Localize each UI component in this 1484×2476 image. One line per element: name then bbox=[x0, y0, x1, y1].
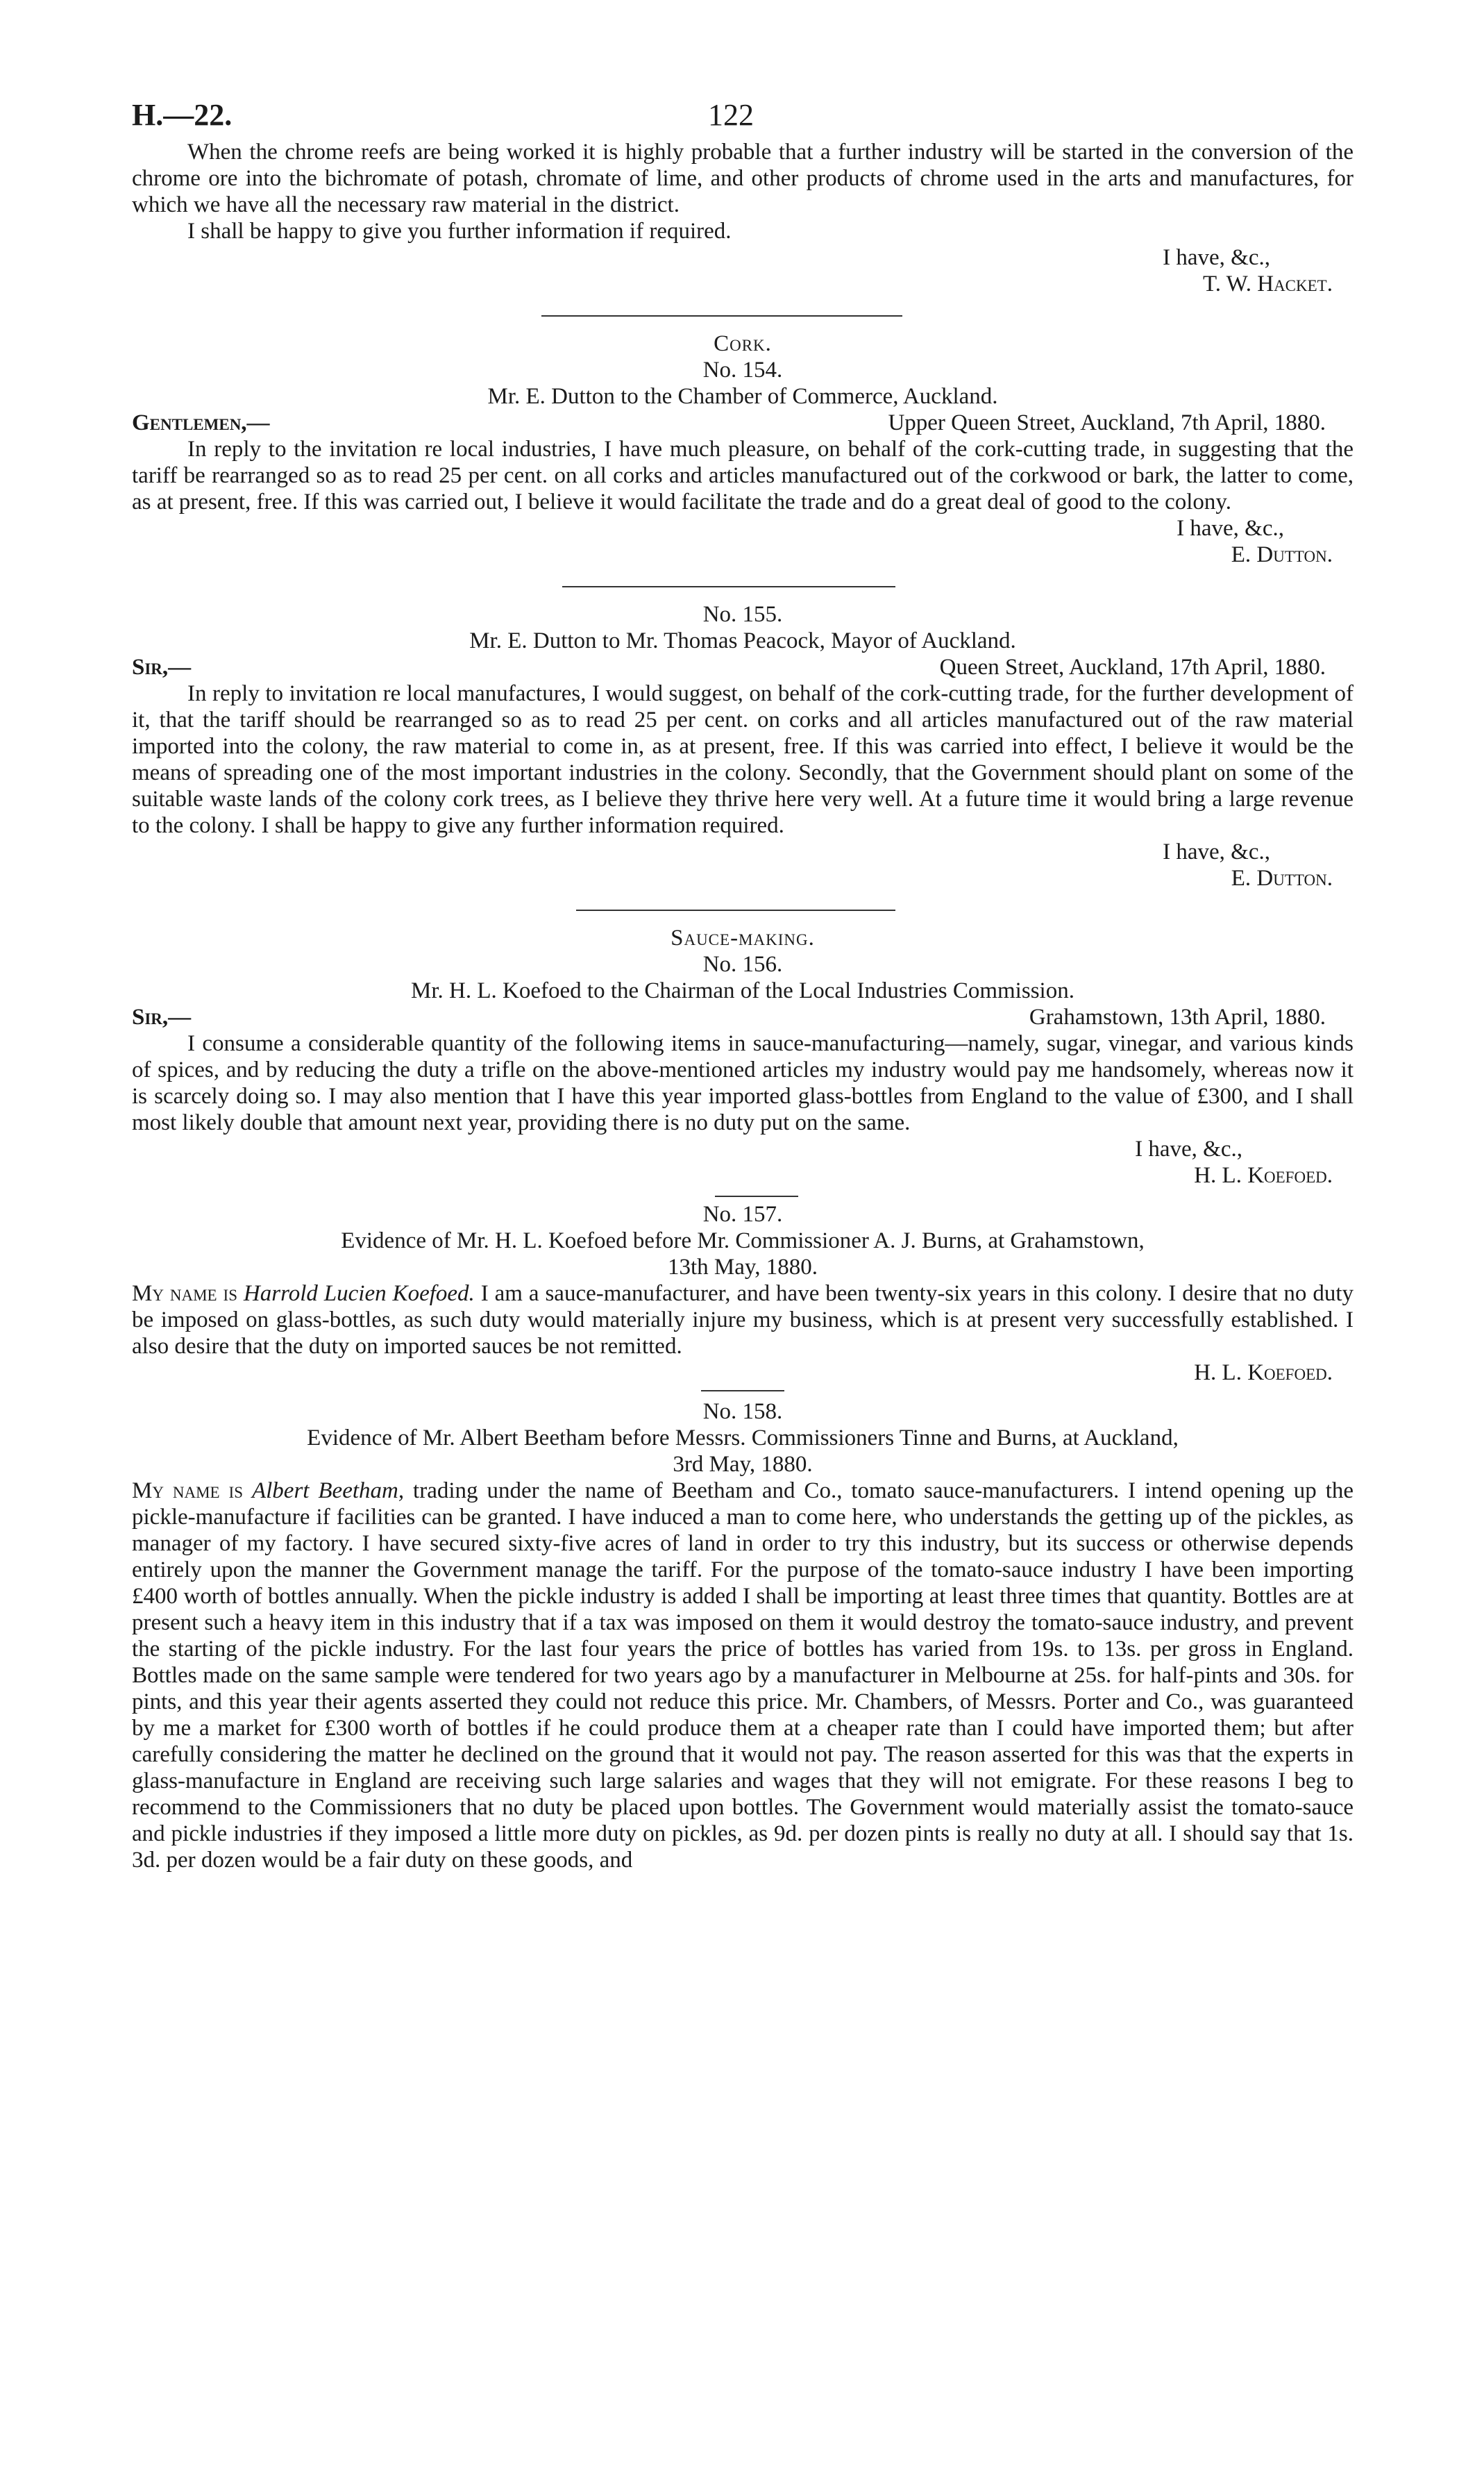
letter-body: In reply to the invitation re local industries, I have much pleasure, on behalf of the cork-cutting trade, in suggesting that the tariff be rearranged so as to read 25 per cent. on all corks and articles manufactured out of the corkwood or bark, the latter to come, as at present, free. If this was carried out, I believe it would facilitate the trade and do a great deal of good to the colony. bbox=[132, 437, 1354, 515]
closing-line: I have, &c., bbox=[1177, 516, 1284, 541]
letter-number: No. 154. bbox=[702, 358, 783, 383]
divider bbox=[715, 1196, 798, 1197]
witness-name: Harrold Lucien Koefoed. bbox=[243, 1281, 475, 1306]
divider bbox=[701, 1390, 784, 1391]
evidence-title: Evidence of Mr. H. L. Koefoed before Mr. Commissioner A. J. Burns, at Grahamstown, bbox=[341, 1228, 1145, 1253]
address: Grahamstown, 13th April, 1880. bbox=[1029, 1005, 1326, 1030]
divider bbox=[576, 910, 895, 911]
salutation: Sir,— bbox=[132, 1005, 192, 1030]
closing-line: I have, &c., bbox=[1163, 245, 1270, 270]
signature-line bbox=[132, 271, 1354, 297]
signature: E. Dutton. bbox=[1231, 542, 1333, 567]
intro-paragraph-2: I shall be happy to give you further information if required. bbox=[187, 219, 732, 244]
signature-line bbox=[132, 1162, 1354, 1189]
witness-name: Albert Beetham, bbox=[251, 1478, 405, 1503]
signature-line bbox=[132, 542, 1354, 568]
evidence-body: My name is Albert Beetham, trading under the name of Beetham and Co., tomato sauce-manufacturers. I intend opening up the pickle-manufacture if facilities can be granted. I have induced a man to come here, who understands the getting up of the pickles, as manager of my factory. I have secured sixty-five acres of land in order to try this industry, but its success or otherwise depends entirely upon the manner the Government manage the tariff. For the purpose of the tomato-sauce industry I have been importing £400 worth of bottles annually. When the pickle industry is added I shall be importing at least three times that quantity. Bottles are at present such a heavy item in this industry that if a tax was imposed on them it would destroy the tomato-sauce industry, and prevent the starting of the pickle industry. For the last four years the price of bottles has varied from 19s. to 13s. per gross in England. Bottles made on the same sample were tendered for two years ago by a manufacturer in Melbourne at 25s. for half-pints and 30s. for pints, and this year their agents asserted they could not reduce this price. Mr. Chambers, of Messrs. Porter and Co., was guaranteed by me a market for £300 worth of bottles if he could produce them at a cheaper rate than I could have imported them; but after carefully considering the matter he declined on the ground that it would not pay. The reason asserted for this was that the experts in glass-manufacture in England are receiving such large salaries and wages that they will not emigrate. For these reasons I beg to recommend to the Commissioners that no duty be placed upon bottles. The Government would materially assist the tomato-sauce and pickle industries if they imposed a little more duty on pickles, as 9d. per dozen pints is really no duty at all. I should say that 1s. 3d. per dozen would be a fair duty on these goods, and bbox=[132, 1478, 1354, 1873]
evidence-title: Evidence of Mr. Albert Beetham before Messrs. Commissioners Tinne and Burns, at Auckland, bbox=[307, 1425, 1179, 1450]
letter-body: In reply to invitation re local manufactures, I would suggest, on behalf of the cork-cutting trade, for the further development of it, that the tariff should be rearranged so as to read 25 per cent. on corks and all articles manufactured out of the raw material imported into the colony, the raw material to come in, as at present, free. If this was carried into effect, I believe it would be the means of spreading one of the most important industries in the colony. Secondly, that the Government should plant on some of the suitable waste lands of the colony cork trees, as I believe they thrive here very well. At a future time it would bring a large revenue to the colony. I shall be happy to give any further information required. bbox=[132, 681, 1354, 838]
salutation: Gentlemen,— bbox=[132, 410, 270, 435]
intro-paragraph: When the chrome reefs are being worked it is highly probable that a further industry will be started in the conversion of the chrome ore into the bichromate of potash, chromate of lime, and other products of chrome used in the arts and manufactures, for which we have all the necessary raw material in the district. bbox=[132, 140, 1354, 217]
letter-title: Mr. E. Dutton to the Chamber of Commerce, Auckland. bbox=[487, 384, 998, 409]
evidence-body: My name is Harrold Lucien Koefoed. I am a sauce-manufacturer, and have been twenty-six years in this colony. I desire that no duty be imposed on glass-bottles, as such duty would materially injure my business, which is at present very successfully established. I also desire that the duty on imported sauces be not remitted. bbox=[132, 1281, 1354, 1359]
divider bbox=[562, 586, 895, 587]
salutation-line bbox=[132, 410, 1354, 436]
divider bbox=[541, 315, 902, 317]
letter-title: Mr. E. Dutton to Mr. Thomas Peacock, Mayor of Auckland. bbox=[469, 628, 1016, 653]
letter-number: No. 156. bbox=[702, 952, 783, 977]
signature: T. W. Hacket. bbox=[1203, 271, 1333, 296]
report-reference: H.—22. bbox=[132, 98, 233, 132]
salutation-line bbox=[132, 654, 1354, 680]
signature: H. L. Koefoed. bbox=[1194, 1163, 1333, 1188]
letter-number: No. 155. bbox=[702, 602, 783, 627]
document-page bbox=[132, 90, 1354, 1873]
evidence-number: No. 158. bbox=[702, 1399, 783, 1424]
closing-line: I have, &c., bbox=[1135, 1137, 1242, 1162]
closing-line: I have, &c., bbox=[1163, 839, 1270, 864]
evidence-number: No. 157. bbox=[702, 1202, 783, 1227]
address: Queen Street, Auckland, 17th April, 1880. bbox=[939, 655, 1326, 680]
page-header bbox=[132, 90, 1354, 139]
section-title-cork: Cork. bbox=[714, 331, 772, 356]
signature: H. L. Koefoed. bbox=[1194, 1360, 1333, 1385]
salutation-line bbox=[132, 1004, 1354, 1030]
signature-line bbox=[132, 1360, 1354, 1386]
evidence-date: 3rd May, 1880. bbox=[673, 1452, 813, 1477]
section-title-sauce: Sauce-making. bbox=[671, 926, 815, 951]
signature-line bbox=[132, 865, 1354, 892]
evidence-date: 13th May, 1880. bbox=[667, 1255, 818, 1280]
salutation: Sir,— bbox=[132, 655, 192, 680]
letter-title: Mr. H. L. Koefoed to the Chairman of the Local Industries Commission. bbox=[411, 978, 1074, 1003]
signature: E. Dutton. bbox=[1231, 866, 1333, 891]
address: Upper Queen Street, Auckland, 7th April, 1880. bbox=[888, 410, 1326, 435]
page-number: 122 bbox=[708, 98, 754, 132]
letter-body: I consume a considerable quantity of the following items in sauce-manufacturing—namely, sugar, vinegar, and various kinds of spices, and by reducing the duty a trifle on the above-mentioned articles my industry would pay me handsomely, whereas now it is scarcely doing so. I may also mention that I have this year imported glass-bottles from England to the value of £300, and I shall most likely double that amount next year, providing there is no duty put on the same. bbox=[132, 1031, 1354, 1135]
